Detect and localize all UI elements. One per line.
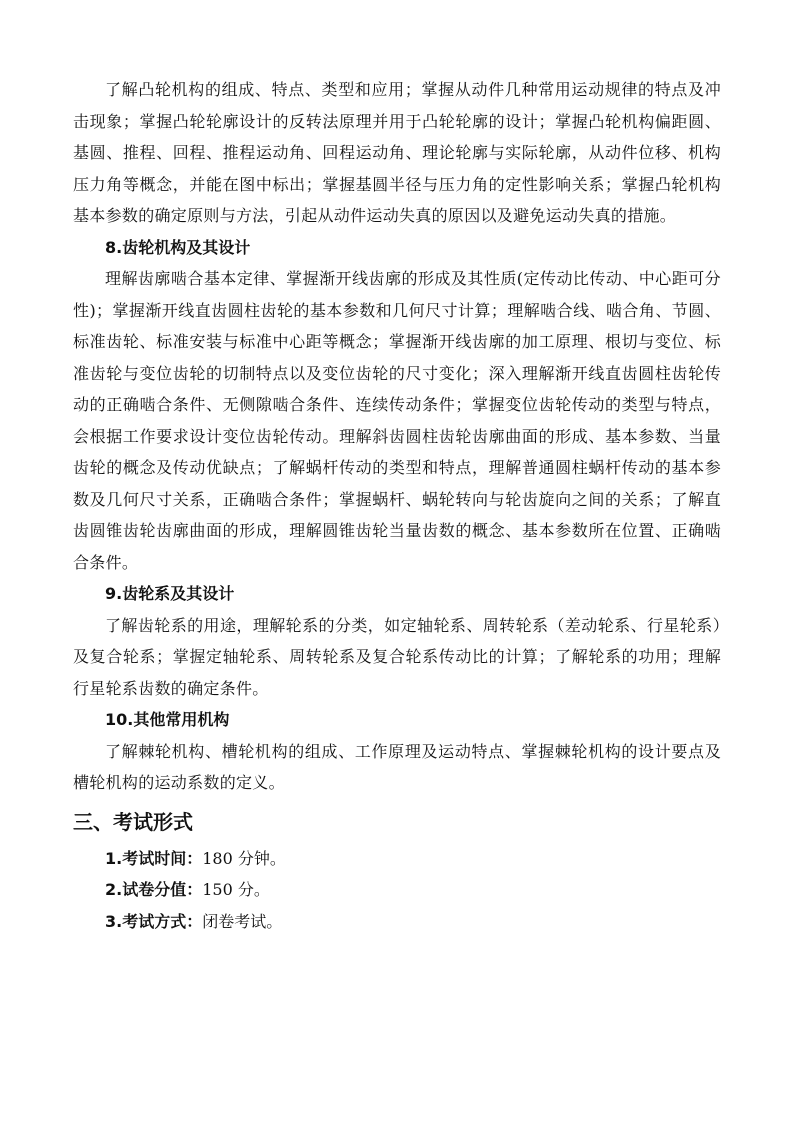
exam-format-section-title: 三、考试形式 (73, 809, 193, 834)
exam-time-line (73, 843, 721, 875)
exam-mode-line (73, 906, 721, 938)
gear-train-heading: 9.齿轮系及其设计 (105, 584, 235, 603)
exam-score-value: 150 分。 (202, 880, 270, 899)
exam-mode-value: 闭卷考试。 (202, 911, 283, 931)
other-mechanisms-paragraph: 了解棘轮机构、槽轮机构的组成、工作原理及运动特点、掌握棘轮机构的设计要点及槽轮机构的运动系数的定义。 (73, 741, 721, 792)
other-mechanisms-heading: 10.其他常用机构 (105, 710, 230, 729)
exam-mode-label: 3.考试方式： (105, 911, 203, 931)
exam-score-label: 2.试卷分值： (105, 880, 203, 899)
gear-mechanism-heading: 8.齿轮机构及其设计 (105, 237, 251, 257)
cam-mechanism-paragraph: 了解凸轮机构的组成、特点、类型和应用；掌握从动件几种常用运动规律的特点及冲击现象；掌握凸轮轮廓设计的反转法原理并用于凸轮轮廓的设计；掌握凸轮机构偏距圆、基圆、推程、回程、推程运动角、回程运动角、理论轮廓与实际轮廓，从动件位移、机构压力角等概念，并能在图中标出；掌握基圆半径与压力角的定性影响关系；掌握凸轮机构基本参数的确定原则与方法，引起从动件运动失真的原因以及避免运动失真的措施。 (73, 80, 721, 225)
document-page (73, 74, 721, 937)
gear-train-paragraph: 了解齿轮系的用途，理解轮系的分类，如定轴轮系、周转轮系（差动轮系、行星轮系）及复合轮系；掌握定轴轮系、周转轮系及复合轮系传动比的计算；了解轮系的功用；理解行星轮系齿数的确定条件。 (73, 615, 721, 698)
exam-score-line (73, 874, 721, 906)
exam-time-label: 1.考试时间： (105, 848, 203, 868)
exam-time-value: 180 分钟。 (202, 848, 286, 868)
gear-mechanism-paragraph: 理解齿廓啮合基本定律、掌握渐开线齿廓的形成及其性质(定传动比传动、中心距可分性)；掌握渐开线直齿圆柱齿轮的基本参数和几何尺寸计算；理解啮合线、啮合角、节圆、标准齿轮、标准安装与标准中心距等概念；掌握渐开线齿廓的加工原理、根切与变位、标准齿轮与变位齿轮的切制特点以及变位齿轮的尺寸变化；深入理解渐开线直齿圆柱齿轮传动的正确啮合条件、无侧隙啮合条件、连续传动条件；掌握变位齿轮传动的类型与特点，会根据工作要求设计变位齿轮传动。理解斜齿圆柱齿轮齿廓曲面的形成、基本参数、当量齿轮的概念及传动优缺点；了解蜗杆传动的类型和特点，理解普通圆柱蜗杆传动的基本参数及几何尺寸关系，正确啮合条件；掌握蜗杆、蜗轮转向与轮齿旋向之间的关系；了解直齿圆锥齿轮齿廓曲面的形成，理解圆锥齿轮当量齿数的概念、基本参数所在位置、正确啮合条件。 (73, 269, 721, 572)
